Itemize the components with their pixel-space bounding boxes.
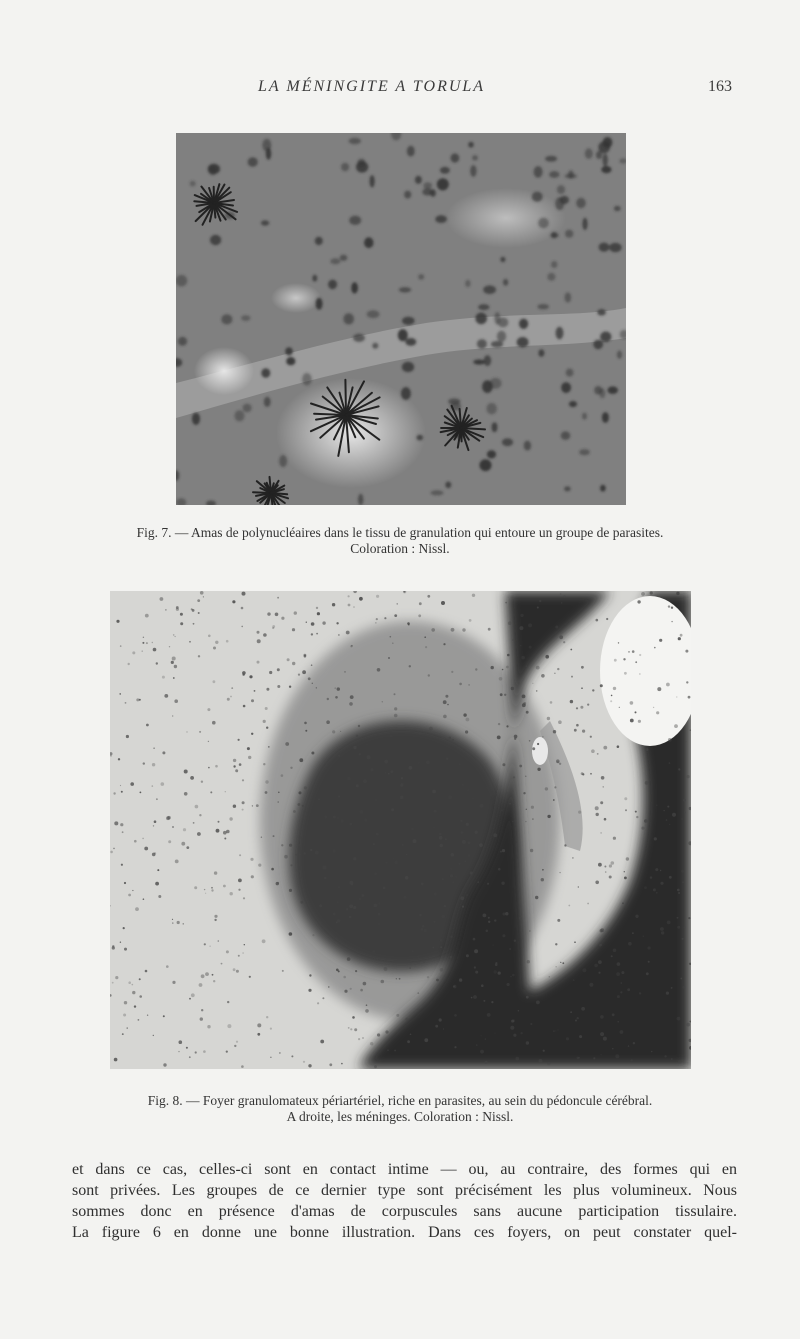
caption-line: Fig. 7. — Amas de polynucléaires dans le tissu de granulation qui entoure un groupe de parasites.	[136, 525, 664, 540]
body-paragraph	[72, 1159, 737, 1243]
figure-7-caption	[60, 525, 740, 557]
caption-line: Coloration : Nissl.	[350, 541, 450, 556]
body-line: sommes donc en présence d'amas de corpuscules sans aucune participation tissulaire.	[72, 1203, 737, 1220]
running-title: LA MÉNINGITE A TORULA	[258, 78, 486, 95]
figure-8-caption	[60, 1093, 740, 1125]
body-line: La figure 6 en donne une bonne illustration. Dans ces foyers, on peut constater quel-	[72, 1224, 737, 1241]
running-head	[0, 76, 800, 100]
figure-8-micrograph	[110, 591, 691, 1069]
figure-7-micrograph	[176, 133, 626, 505]
body-line: et dans ce cas, celles-ci sont en contact intime — ou, au contraire, des formes qui en	[72, 1161, 737, 1178]
caption-line: Fig. 8. — Foyer granulomateux périartériel, riche en parasites, au sein du pédoncule cérébral.	[147, 1093, 653, 1108]
caption-line: A droite, les méninges. Coloration : Nissl.	[286, 1109, 514, 1124]
page-number: 163	[708, 78, 732, 95]
body-line: sont privées. Les groupes de ce dernier type sont précisément les plus volumineux. Nous	[72, 1182, 737, 1199]
